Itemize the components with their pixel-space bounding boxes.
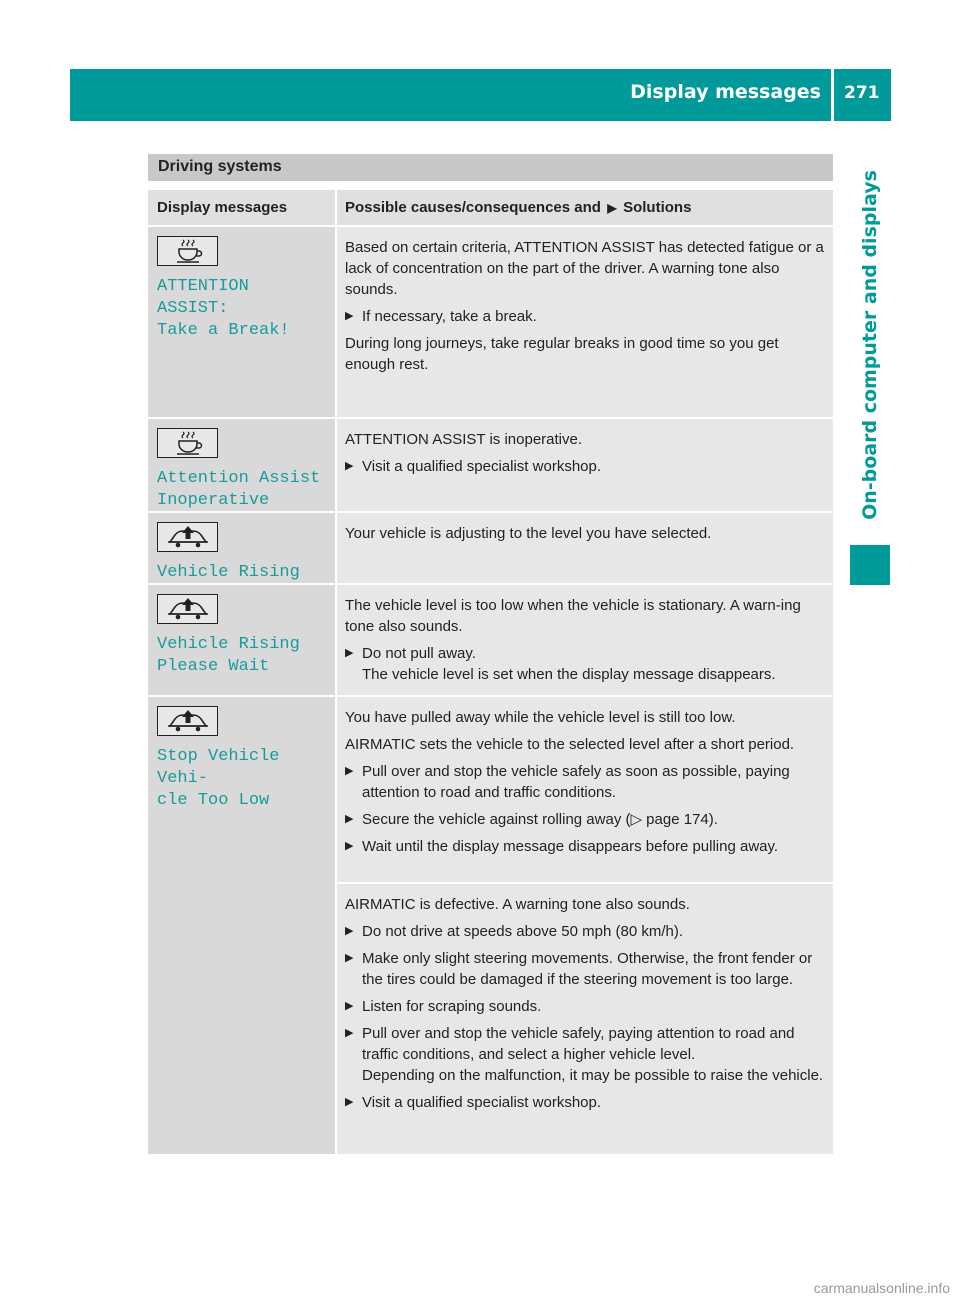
arrow-right-icon: ▶ [345, 765, 354, 777]
arrow-right-icon: ▶ [345, 840, 354, 852]
arrow-right-icon: ▶ [345, 952, 354, 964]
solution-cell: You have pulled away while the vehicle level is still too low. AIRMATIC sets the vehicle to the selected level after a short period. ▶ Pull over and stop the vehicle safely as soon as possible, paying attention to road and traffic conditions. ▶ Secure the vehicle against rolling away (▷ page 174). ▶ Wait until the display message disappears before pulling away. [335, 697, 833, 882]
side-tab-marker [850, 545, 890, 585]
action-step: ▶ Listen for scraping sounds. [345, 998, 542, 1015]
action-step: ▶ If necessary, take a break. [345, 308, 537, 325]
action-step: ▶ Wait until the display message disappears before pulling away. [345, 838, 779, 855]
coffee-cup-icon [157, 428, 218, 458]
display-message-text: Vehicle Rising Please Wait [157, 635, 300, 676]
arrow-right-icon: ▶ [345, 647, 354, 659]
action-step: ▶ Pull over and stop the vehicle safely as soon as possible, paying attention to road and traffic conditions. [345, 763, 790, 801]
arrow-right-icon: ▶ [345, 1000, 354, 1012]
arrow-right-icon: ▶ [345, 1027, 354, 1039]
coffee-cup-icon [157, 236, 218, 266]
column-header-display: Display messages [148, 190, 335, 225]
table-row [148, 227, 833, 417]
action-step: ▶ Do not drive at speeds above 50 mph (80 km/h). [345, 923, 684, 940]
arrow-right-icon: ▶ [607, 201, 617, 215]
table-row [148, 513, 833, 583]
vehicle-level-icon [157, 522, 218, 552]
action-step: ▶ Visit a qualified specialist workshop. [345, 1094, 602, 1111]
solution-cell: ATTENTION ASSIST is inoperative. ▶ Visit a qualified specialist workshop. [335, 419, 833, 511]
vehicle-level-icon [157, 706, 218, 736]
solution-cell: Your vehicle is adjusting to the level you have selected. [335, 513, 833, 583]
header-divider [831, 69, 834, 121]
arrow-right-icon: ▶ [345, 310, 354, 322]
display-message-cell [148, 697, 335, 1154]
page-number: 271 [844, 83, 880, 103]
action-step: ▶ Do not pull away. The vehicle level is set when the display message disappears. [345, 645, 776, 683]
column-header-causes: Possible causes/consequences and ▶ Solutions [335, 190, 833, 225]
header-band [70, 69, 891, 121]
table-row [148, 585, 833, 695]
action-step: ▶ Make only slight steering movements. Otherwise, the front fender or the tires could be damaged if the steering movement is too large. [345, 950, 813, 988]
arrow-right-icon: ▶ [345, 813, 354, 825]
solution-cell: The vehicle level is too low when the vehicle is stationary. A warn-ing tone also sounds. ▶ Do not pull away. The vehicle level is set when the display message disappears. [335, 585, 833, 695]
display-message-text: Attention Assist Inoperative [157, 469, 321, 510]
vehicle-level-icon [157, 594, 218, 624]
display-message-text: Vehicle Rising [157, 563, 300, 582]
solution-cell: Based on certain criteria, ATTENTION ASSIST has detected fatigue or a lack of concentration on the part of the driver. A warning tone also sounds. ▶ If necessary, take a break. During long journeys, take regular breaks in good time so you get enough rest. [335, 227, 833, 417]
display-message-cell [148, 585, 335, 695]
arrow-right-icon: ▶ [345, 460, 354, 472]
arrow-right-icon: ▶ [345, 1096, 354, 1108]
display-message-text: Stop Vehicle Vehi‐ cle Too Low [157, 747, 280, 810]
action-step: ▶ Pull over and stop the vehicle safely, paying attention to road and traffic conditions, and select a higher vehicle level. Depending on the malfunction, it may be possible to raise the vehicle. [345, 1025, 824, 1084]
display-message-cell [148, 419, 335, 511]
table-row [148, 697, 833, 1154]
solution-cell: AIRMATIC is defective. A warning tone also sounds. ▶ Do not drive at speeds above 50 mph (80 km/h). ▶ Make only slight steering movements. Otherwise, the front fender or the tires could be damaged if the steering movement is too large. ▶ Listen for scraping sounds. ▶ Pull over and stop the vehicle safely, paying attention to road and traffic conditions, and select a higher vehicle level. Depending on the malfunction, it may be possible to raise the vehicle. ▶ Visit a qualified specialist workshop. [335, 884, 833, 1154]
section-bar [148, 154, 833, 181]
display-message-text: ATTENTION ASSIST: Take a Break! [157, 277, 290, 340]
side-tab-label: On-board computer and displays [859, 170, 881, 520]
action-step: ▶ Secure the vehicle against rolling away (▷ page 174). [345, 811, 718, 828]
table-row [148, 419, 833, 511]
section-title: Driving systems [158, 158, 282, 175]
display-message-cell [148, 513, 335, 583]
table-header-row [148, 190, 833, 225]
side-tab [850, 160, 890, 530]
display-message-cell [148, 227, 335, 417]
solution-cells [335, 697, 833, 1154]
watermark: carmanualsonline.info [813, 1280, 950, 1296]
page-title: Display messages [630, 81, 821, 103]
arrow-right-icon: ▶ [345, 925, 354, 937]
display-messages-table [148, 190, 833, 1154]
action-step: ▶ Visit a qualified specialist workshop. [345, 458, 602, 475]
